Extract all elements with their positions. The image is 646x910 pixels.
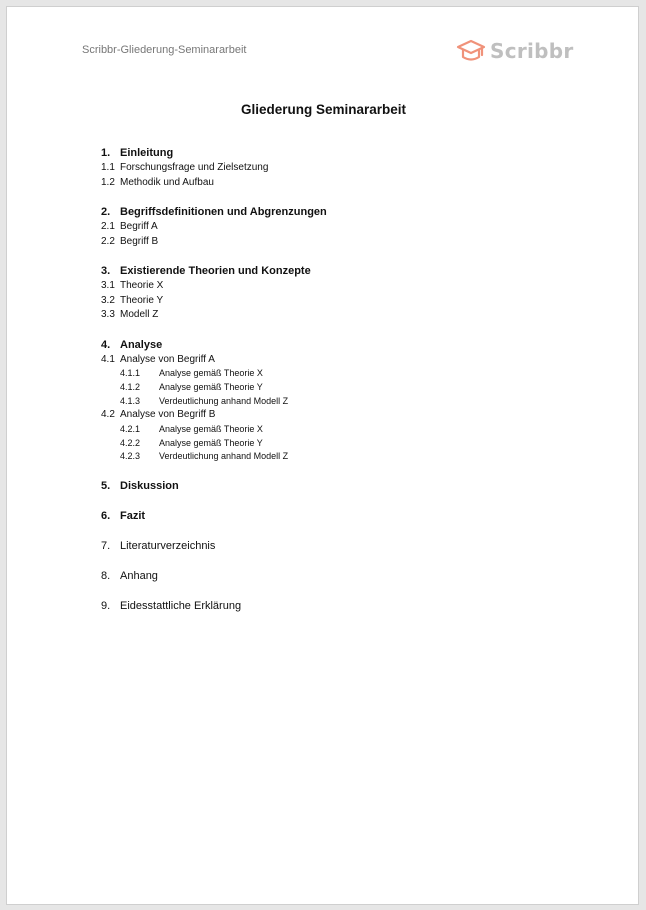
chapter-heading xyxy=(101,539,601,554)
chapter-heading xyxy=(101,569,601,584)
subsection-title: Analyse gemäß Theorie X xyxy=(159,423,263,434)
section-number: 2.2 xyxy=(101,235,115,247)
section-heading xyxy=(101,235,601,250)
chapter-heading xyxy=(101,338,601,353)
outline-chapter xyxy=(101,338,601,465)
section-number: 1.2 xyxy=(101,176,115,188)
subsection-title: Analyse gemäß Theorie Y xyxy=(159,381,263,392)
chapter-number: 2. xyxy=(101,206,111,218)
section-title: Modell Z xyxy=(120,309,159,320)
document-title: Gliederung Seminararbeit xyxy=(240,102,407,117)
section-heading xyxy=(101,353,601,368)
outline-chapter xyxy=(101,264,601,323)
outline-chapter xyxy=(101,539,601,554)
section-title: Theorie Y xyxy=(120,294,164,306)
section-number: 4.2 xyxy=(101,409,115,421)
subsection-title: Analyse gemäß Theorie Y xyxy=(159,437,263,448)
section-title: Begriff B xyxy=(120,235,159,247)
subsection-heading xyxy=(101,450,601,464)
chapter-title: Analyse xyxy=(120,338,163,351)
section-title: Analyse von Begriff A xyxy=(120,353,215,365)
section-number: 3.2 xyxy=(101,294,115,306)
chapter-number: 7. xyxy=(101,540,111,553)
outline-chapter xyxy=(101,146,601,190)
section-number: 1.1 xyxy=(101,162,115,173)
chapter-title: Anhang xyxy=(120,570,158,583)
section-number: 3.3 xyxy=(101,309,115,320)
chapter-number: 8. xyxy=(101,570,111,583)
chapter-heading xyxy=(101,509,601,524)
subsection-number: 4.2.3 xyxy=(120,451,141,462)
section-heading xyxy=(101,308,601,323)
section-title: Begriff A xyxy=(120,221,158,232)
chapter-title: Eidesstattliche Erklärung xyxy=(120,600,242,613)
subsection-heading xyxy=(101,395,601,409)
section-heading xyxy=(101,294,601,309)
section-heading xyxy=(101,161,601,176)
chapter-number: 4. xyxy=(101,338,111,351)
outline-chapter xyxy=(101,569,601,584)
outline-chapter xyxy=(101,599,601,614)
subsection-number: 4.1.3 xyxy=(120,395,141,406)
section-heading xyxy=(101,408,601,423)
chapter-heading xyxy=(101,599,601,614)
outline-chapter xyxy=(101,509,601,524)
logo-wordmark: Scribbr xyxy=(490,39,574,63)
subsection-title: Verdeutlichung anhand Modell Z xyxy=(159,451,289,462)
section-title: Analyse von Begriff B xyxy=(120,409,216,421)
header-filename: Scribbr-Gliederung-Seminararbeit xyxy=(82,44,247,56)
subsection-number: 4.2.1 xyxy=(120,423,141,434)
section-title: Methodik und Aufbau xyxy=(120,176,214,188)
chapter-heading xyxy=(101,479,601,494)
chapter-heading xyxy=(101,146,601,161)
section-heading xyxy=(101,220,601,235)
subsection-heading xyxy=(101,381,601,395)
section-number: 3.1 xyxy=(101,280,115,291)
chapter-heading xyxy=(101,264,601,279)
subsection-heading xyxy=(101,367,601,381)
chapter-title: Diskussion xyxy=(120,480,179,493)
section-title: Theorie X xyxy=(120,280,164,291)
section-heading xyxy=(101,279,601,294)
section-number: 4.1 xyxy=(101,353,115,365)
chapter-number: 5. xyxy=(101,480,111,493)
chapter-title: Fazit xyxy=(120,510,146,523)
subsection-number: 4.1.1 xyxy=(120,368,141,378)
chapter-number: 6. xyxy=(101,510,111,523)
chapter-title: Einleitung xyxy=(120,147,174,159)
scribbr-logo xyxy=(456,38,574,64)
subsection-heading xyxy=(101,437,601,451)
document-page xyxy=(6,6,639,905)
chapter-number: 9. xyxy=(101,600,111,613)
graduation-cap-icon xyxy=(456,38,486,64)
chapter-title: Begriffsdefinitionen und Abgrenzungen xyxy=(120,206,327,218)
outline-list xyxy=(101,146,601,629)
chapter-heading xyxy=(101,205,601,220)
outline-chapter xyxy=(101,479,601,494)
outline-chapter xyxy=(101,205,601,249)
chapter-number: 1. xyxy=(101,147,111,159)
section-number: 2.1 xyxy=(101,221,115,232)
chapter-title: Existierende Theorien und Konzepte xyxy=(120,265,311,277)
subsection-title: Analyse gemäß Theorie X xyxy=(159,368,263,378)
section-heading xyxy=(101,176,601,191)
subsection-heading xyxy=(101,423,601,437)
chapter-title: Literaturverzeichnis xyxy=(120,540,216,553)
subsection-number: 4.1.2 xyxy=(120,381,141,392)
chapter-number: 3. xyxy=(101,265,111,277)
subsection-number: 4.2.2 xyxy=(120,437,141,448)
subsection-title: Verdeutlichung anhand Modell Z xyxy=(159,395,289,406)
section-title: Forschungsfrage und Zielsetzung xyxy=(120,162,269,173)
